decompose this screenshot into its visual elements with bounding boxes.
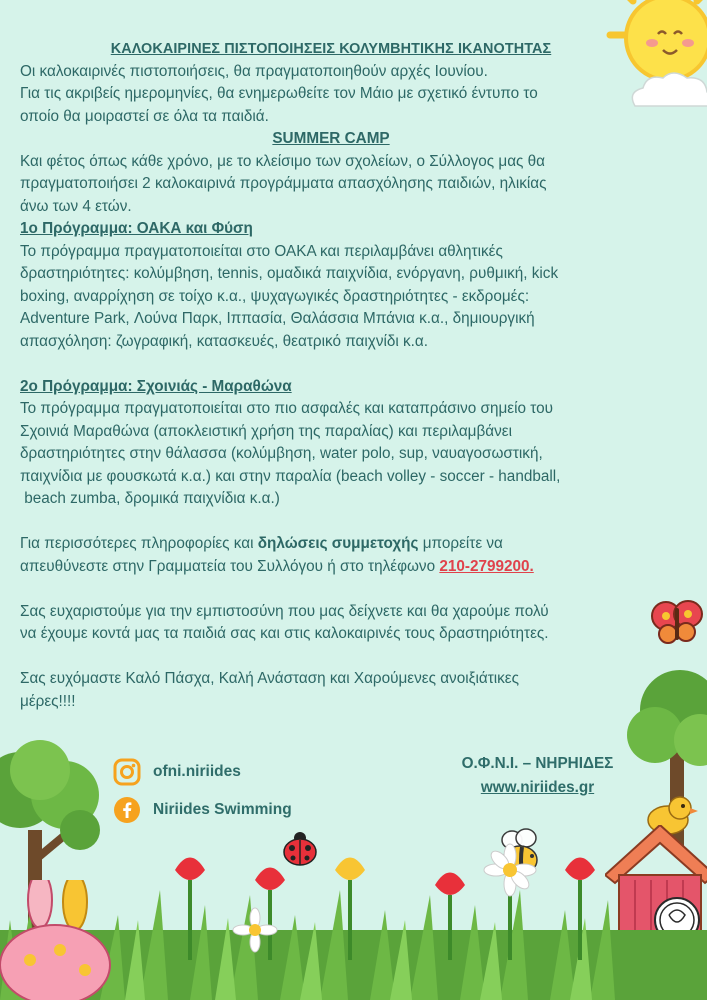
program2-line: δραστηριότητες στην θάλασσα (κολύμβηση, water polo, sup, ναυαγοσωστική, (20, 445, 543, 462)
info-text: απευθύνεστε στην Γραμματεία του Συλλόγου ή στο τηλέφωνο (20, 557, 440, 575)
bee-icon (492, 828, 548, 878)
spacer (20, 511, 642, 534)
program1-line: Adventure Park, Λούνα Παρκ, Ιππασία, Θαλάσσια Μπάνια κ.α., δημιουργική (20, 310, 535, 327)
facebook-link[interactable] (113, 796, 343, 824)
wishes-line: μέρες!!!! (20, 692, 76, 710)
camp-line: Και φέτος όπως κάθε χρόνο, με το κλείσιμο των σχολείων, ο Σύλλογος μας θα (20, 152, 546, 170)
instagram-link[interactable] (113, 758, 343, 786)
phone-link[interactable]: 210-2799200. (439, 557, 534, 575)
bird-icon (640, 790, 700, 838)
facebook-icon (113, 796, 141, 824)
info-text: μπορείτε να (418, 535, 503, 552)
tree-icon (0, 740, 130, 940)
flyer-body (20, 38, 642, 713)
instagram-icon (113, 758, 141, 786)
org-name: Ο.Φ.Ν.Ι. – ΝΗΡΗΙΔΕΣ (461, 755, 614, 772)
page-title: ΚΑΛΟΚΑΙΡΙΝΕΣ ΠΙΣΤΟΠΟΙΗΣΕΙΣ ΚΟΛΥΜΒΗΤΙΚΗΣ ΙΚΑΝΟΤΗΤΑΣ (110, 41, 552, 57)
info-highlight: δηλώσεις συμμετοχής (257, 535, 419, 552)
spacer (20, 353, 642, 376)
program1-line: δραστηριότητες: κολύμβηση, tennis, ομαδικά παιχνίδια, ενόργανη, ρυθμική, kick (20, 265, 559, 282)
bunny-icon (0, 880, 130, 1000)
flower-icon (150, 840, 620, 960)
program1-line: Το πρόγραμμα πραγματοποιείται στο ΟΑΚΑ και περιλαμβάνει αθλητικές (20, 242, 503, 260)
website-link[interactable]: www.niriides.gr (480, 779, 595, 796)
cert-line: Για τις ακριβείς ημερομηνίες, θα ενημερωθείτε τον Μάιο με σχετικό έντυπο το (20, 85, 538, 102)
spacer (20, 646, 642, 669)
program2-heading: 2ο Πρόγραμμα: Σχοινιάς - Μαραθώνα (20, 377, 292, 395)
cert-line: οποίο θα μοιραστεί σε όλα τα παιδιά. (20, 107, 269, 125)
program2-line: Το πρόγραμμα πραγματοποιείται στο πιο ασφαλές και καταπράσινο σημείο του (20, 400, 553, 417)
camp-line: πραγματοποιήσει 2 καλοκαιρινά προγράμματα απασχόλησης παιδιών, ηλικίας (20, 175, 547, 192)
birdhouse-icon (605, 825, 707, 1000)
wishes-line: Σας ευχόμαστε Καλό Πάσχα, Καλή Ανάσταση και Χαρούμενες ανοιξιάτικες (20, 670, 519, 687)
program2-line: παιχνίδια με φουσκωτά κ.α.) και στην παραλία (beach volley - soccer - handball, (20, 467, 561, 485)
cert-line: Οι καλοκαιρινές πιστοποιήσεις, θα πραγματοποιηθούν αρχές Ιουνίου. (20, 62, 488, 80)
program1-line: boxing, αναρρίχηση σε τοίχο κ.α., ψυχαγωγικές δραστηριότητες - εκδρομές: (20, 287, 530, 305)
camp-heading: SUMMER CAMP (272, 130, 390, 147)
camp-line: άνω των 4 ετών. (20, 197, 132, 215)
program1-line: απασχόληση: ζωγραφική, κατασκευές, θεατρικό παιχνίδι κ.α. (20, 332, 429, 350)
info-line (20, 556, 642, 579)
thanks-line: Σας ευχαριστούμε για την εμπιστοσύνη που μας δείχνετε και θα χαρούμε πολύ (20, 602, 549, 620)
program1-heading: 1ο Πρόγραμμα: ΟΑΚΑ και Φύση (20, 220, 253, 237)
program2-line: Σχοινιά Μαραθώνα (αποκλειστική χρήση της παραλίας) και περιλαμβάνει (20, 422, 512, 440)
info-text: Για περισσότερες πληροφορίες και (20, 535, 258, 552)
spacer (20, 578, 642, 601)
info-line (20, 533, 642, 556)
facebook-handle: Niriides Swimming (153, 801, 292, 818)
program2-line: beach zumba, δρομικά παιχνίδια κ.α.) (20, 490, 280, 507)
ladybug-icon (280, 830, 320, 866)
grass-icon (0, 860, 707, 1000)
butterfly-icon (650, 598, 704, 648)
instagram-handle: ofni.niriides (153, 763, 241, 780)
org-block (430, 752, 645, 800)
thanks-line: να έχουμε κοντά μας τα παιδιά σας και στις καλοκαιρινές τους δραστηριότητες. (20, 625, 549, 642)
